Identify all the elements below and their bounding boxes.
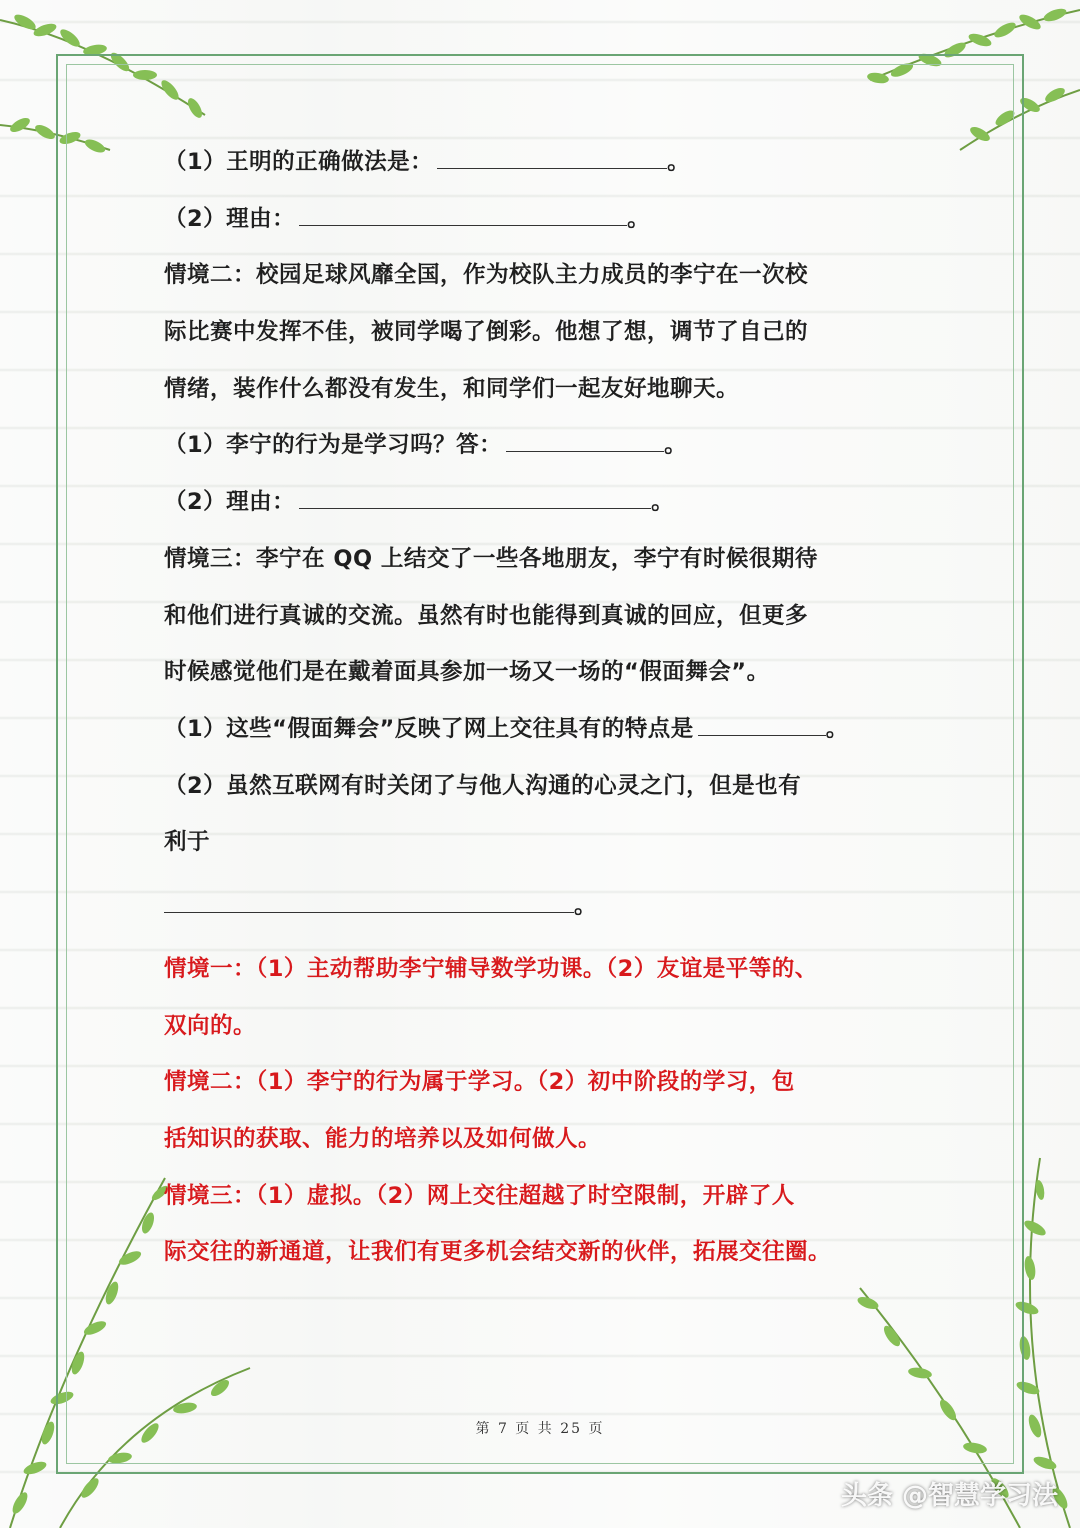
answer-scenario2: 情境二：（1）李宁的行为属于学习。（2）初中阶段的学习，包 [164,1069,795,1096]
scenario2-intro-line: 情境二：校园足球风靡全国，作为校队主力成员的李宁在一次校 [164,262,809,289]
scenario3-question1: （1）这些“假面舞会”反映了网上交往具有的特点是 。 [164,715,849,742]
scenario3-question2: （2）虽然互联网有时关闭了与他人沟通的心灵之门，但是也有 [164,772,802,799]
answer-blank [299,507,651,509]
answer-blank [698,734,826,736]
answer-scenario1-cont: 双向的。 [164,1012,257,1039]
answer-blank [164,911,574,913]
scenario2-question1: （1）李宁的行为是学习吗？答： 。 [164,432,688,459]
scenario3-intro-line: 情境三：李宁在 QQ 上结交了一些各地朋友，李宁有时候很期待 [164,545,818,572]
document-body [164,134,924,1281]
answer-scenario1: 情境一：（1）主动帮助李宁辅导数学功课。（2）友谊是平等的、 [164,955,818,982]
scenario1-question2: （2）理由： 。 [164,205,651,232]
source-watermark: 头条 @智慧学习法 [840,1481,1058,1511]
scenario2-intro-line: 情绪，装作什么都没有发生，和同学们一起友好地聊天。 [164,375,740,402]
scenario2-intro-line: 际比赛中发挥不佳，被同学喝了倒彩。他想了想，调节了自己的 [164,319,809,346]
scenario3-question2-blank: 。 [164,871,924,941]
page-number: 第 7 页 共 25 页 [475,1421,605,1437]
scenario2-question2: （2）理由： 。 [164,489,675,516]
scenario1-question1: （1）王明的正确做法是： 。 [164,149,691,175]
answer-blank [437,167,667,169]
scenario3-question2-cont: 利于 [164,829,211,856]
scenario3-intro-line: 和他们进行真诚的交流。虽然有时也能得到真诚的回应，但更多 [164,602,809,629]
answer-blank [506,450,664,452]
answer-scenario3-cont: 际交往的新通道，让我们有更多机会结交新的伙伴，拓展交往圈。 [164,1239,832,1266]
answer-blank [299,224,627,226]
answer-scenario2-cont: 括知识的获取、能力的培养以及如何做人。 [164,1126,602,1152]
scenario3-intro-line: 时候感觉他们是在戴着面具参加一场又一场的“假面舞会”。 [164,659,770,686]
answer-scenario3: 情境三：（1）虚拟。（2）网上交往超越了时空限制，开辟了人 [164,1182,795,1209]
